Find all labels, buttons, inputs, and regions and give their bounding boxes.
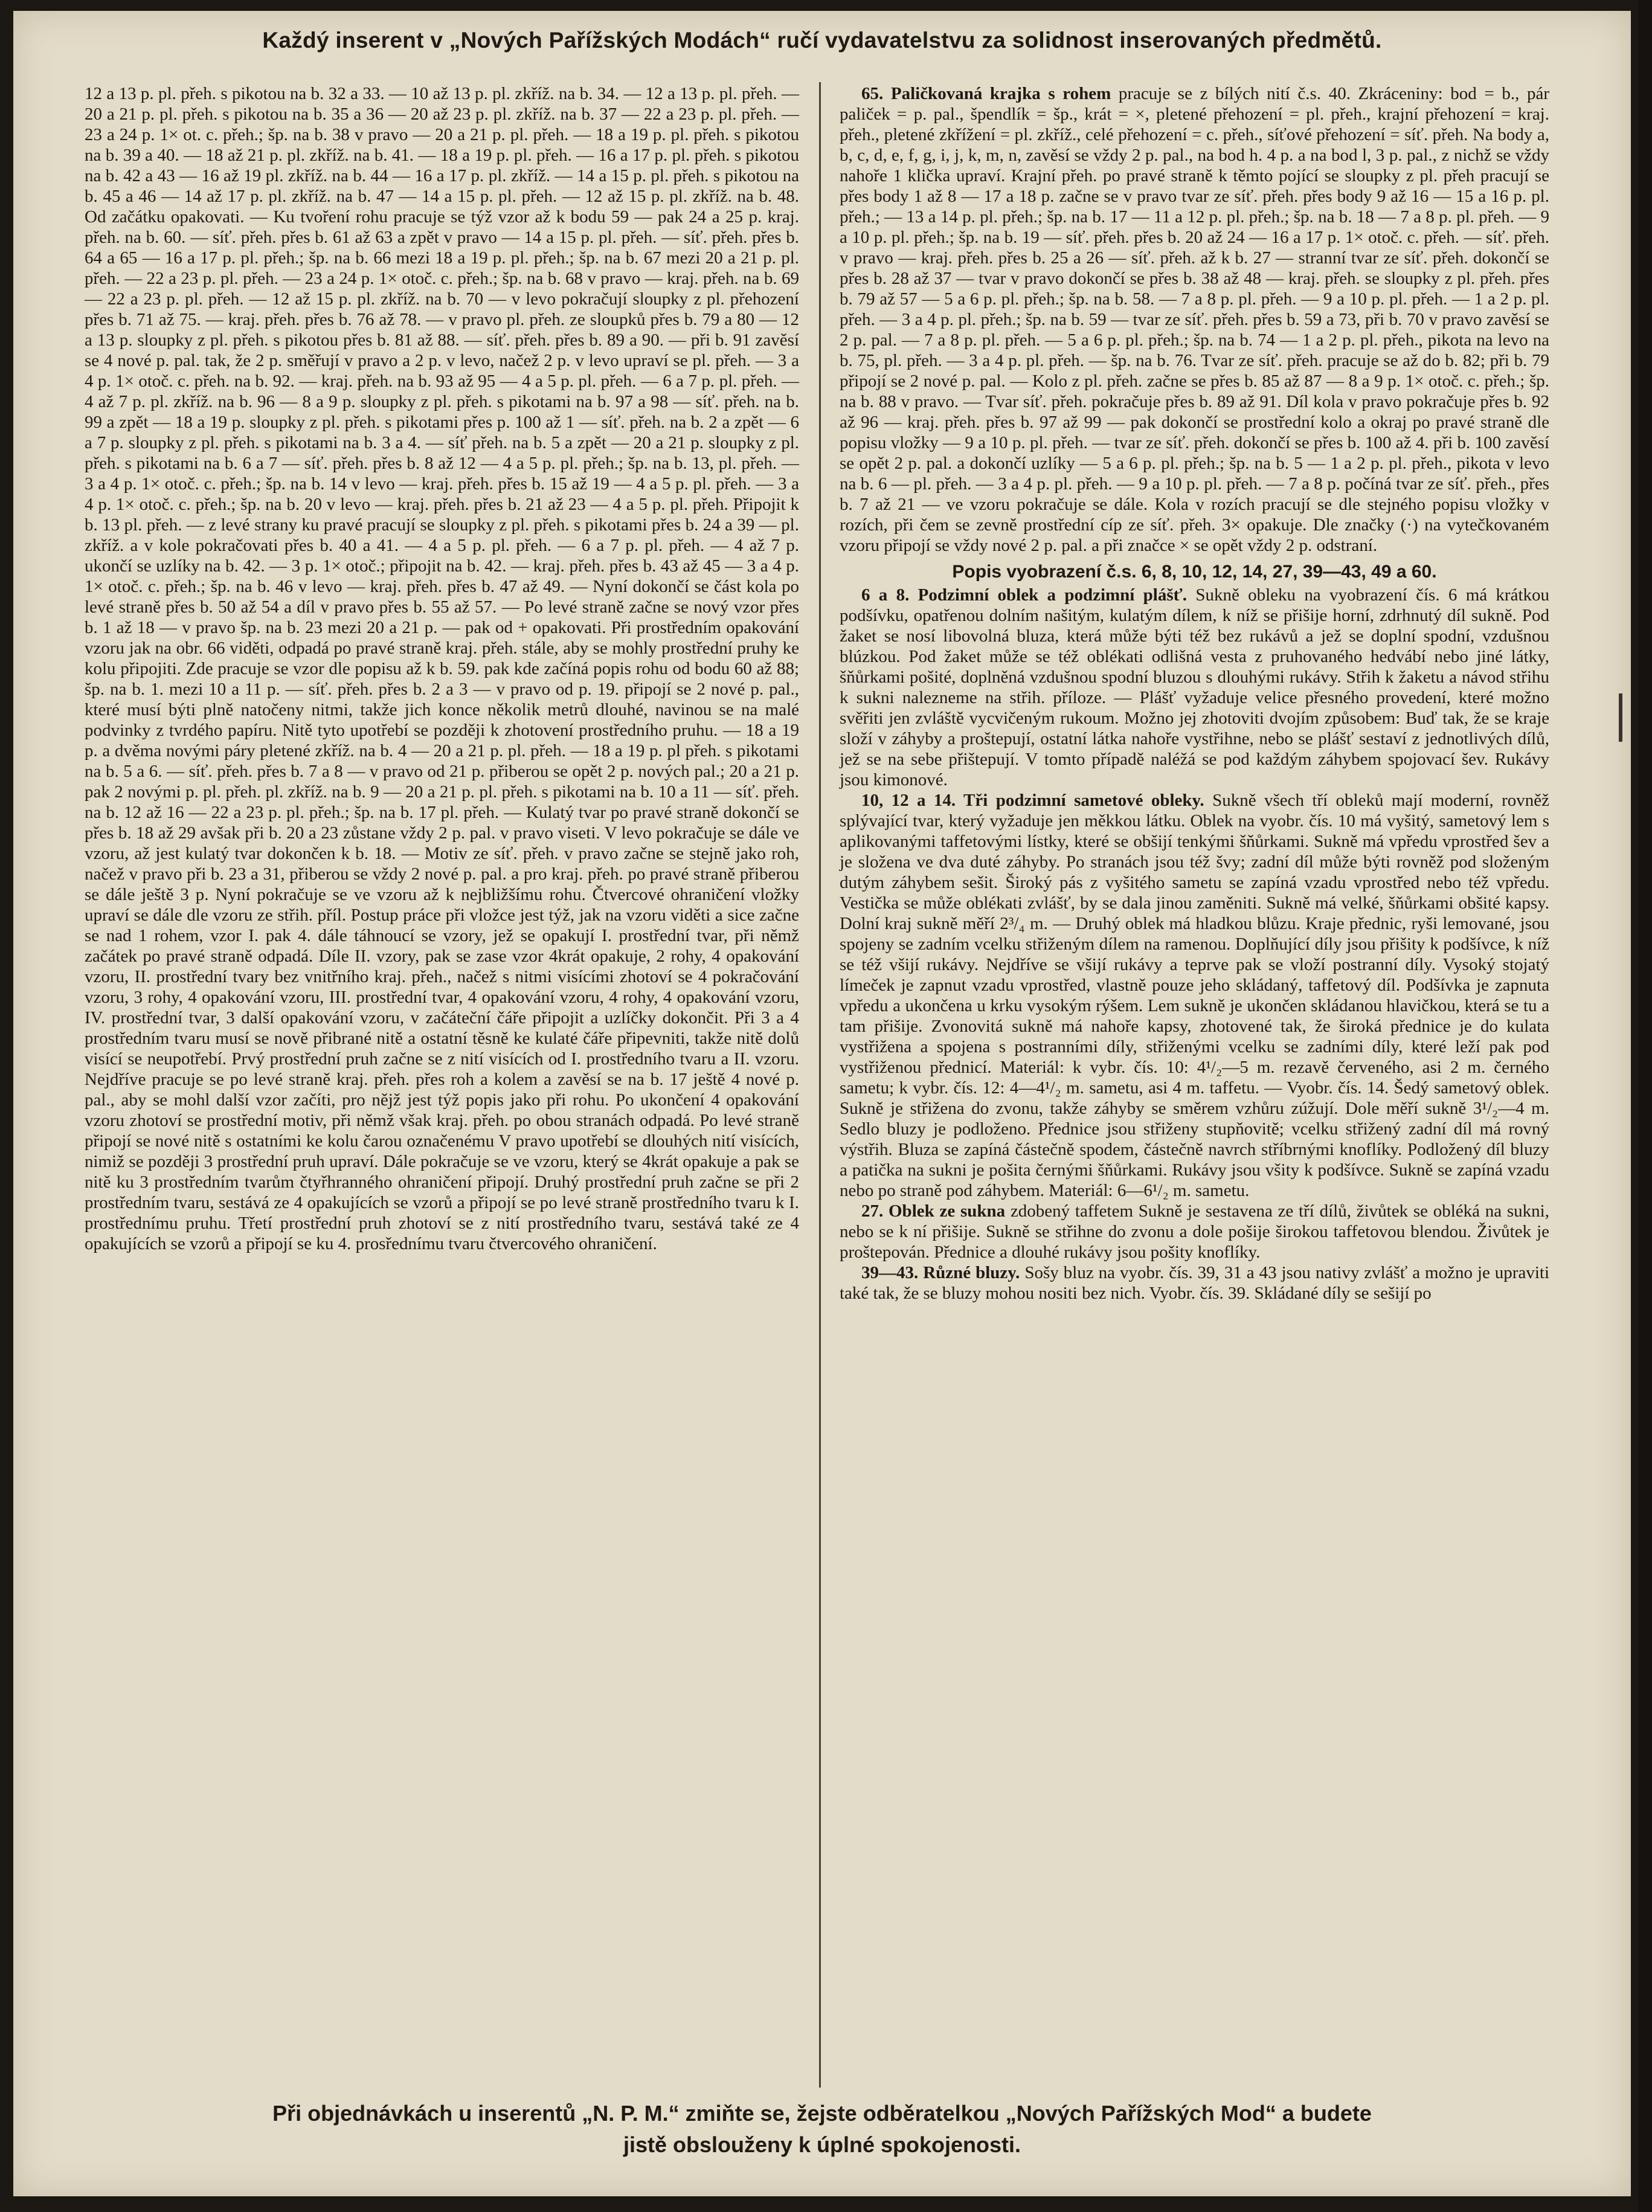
column-divider (819, 82, 821, 2088)
velvet-suits-title: 10, 12 a 14. Tři podzimní sametové obleky. (861, 791, 1204, 810)
lace-text: pracuje se z bílých nití č.s. 40. Zkráceniny: bod = b., pár paliček = p. pal., špendlík = šp., krát = ×, pletené přehození = pl. přeh., krajní přehození = kraj. přeh., pletené zkřížení = pl. zkříž., celé přehození = c. přeh., síťové přehození = síť. přeh. Na body a, b, c, d, e, f, g, i, j, k, m, n, zavěsí se vždy 2 p. pal., na bod h. 4 p. a na bod l, 3 p. pal., z nichž se vždy nahoře 1 klička upraví. Krajní přeh. po pravé straně k těmto pojící se sloupky z pl. přeh pracují se přes body 1 až 8 — 17 a 18 p. začne se v pravo tvar ze síť. přeh. přes body 9 až 16 — 15 a 16 p. pl. přeh.; — 13 a 14 p. pl. přeh.; šp. na b. 17 — 11 a 12 p. pl. přeh.; šp. na b. 18 — 7 a 8 p. pl. přeh. — 9 a 10 p. pl. přeh.; šp. na b. 19 — síť. přeh. přes b. 20 až 24 — 16 a 17 p. 1× otoč. c. přeh. — síť. přeh. v pravo — kraj. přeh. přes b. 25 a 26 — síť. přeh. až k b. 27 — stranní tvar ze síť. přeh. dokončí se přes b. 28 až 37 — tvar v pravo dokončí se přes b. 38 až 48 — kraj. přeh. se sloupky z pl. přeh. přes b. 79 až 57 — 5 a 6 p. pl. přeh.; šp. na b. 58. — 7 a 8 p. pl. přeh. — 9 a 10 p. pl. přeh. — 1 a 2 p. pl. přeh. — 3 a 4 p. pl. přeh.; šp. na b. 59 — tvar ze síť. přeh. přes b. 59 a 73, při b. 70 v pravo zavěsí se 2 p. pal. — 7 a 8 p. pl. přeh. — 5 a 6 p. pl. přeh.; šp. na b. 74 — 1 a 2 p. pl. přeh., pikota na levo na b. 75, pl. přeh. — 3 a 4 p. pl. přeh. — šp. na b. 76. Tvar ze síť. přeh. pracuje se až do b. 82; při b. 79 připojí se 2 nové p. pal. — Kolo z pl. přeh. začne se přes b. 85 až 87 — 8 a 9 p. 1× otoč. c. přeh.; šp. na b. 88 v pravo. — Tvar síť. přeh. pokračuje přes b. 89 až 91. Díl kola v pravo pokračuje přes b. 92 až 96 — kraj. přeh. přes b. 97 až 99 — pak dokončí se prostřední kolo a okraj po pravé straně dle popisu vložky — 9 a 10 p. pl. přeh. — tvar ze síť. přeh. dokončí se přes b. 100 až 4. při b. 100 zavěsí se opět 2 p. pal. a dokončí uzlíky — 5 a 6 p. pl. přeh.; šp. na b. 5 — 1 a 2 p. pl. přeh., pikota v levo na b. 6 — pl. přeh. — 3 a 4 p. pl. přeh. — 9 a 10 p. pl. přeh. — 7 a 8 p. počíná tvar ze síť. přeh., přes b. 7 až 21 — ve vzoru pokračuje se dále. Kola v rozích pracují se dle stejného popisu vložky v rozích, při čem se zevně prostřední cíp ze síť. přeh. 3× opakuje. Dle značky (·) na vytečkovaném vzoru připojí se vždy nové 2 p. pal. a při značce × se opět vždy 2 p. odstraní. (840, 84, 1549, 555)
cloth-suit-paragraph (840, 1201, 1549, 1262)
left-column-text: 12 a 13 p. pl. přeh. s pikotou na b. 32 a 33. — 10 až 13 p. pl. zkříž. na b. 34. — 12 a 13 p. pl. přeh. — 20 a 21 p. pl. přeh. s pikotou na b. 35 a 36 — 20 až 23 p. pl. zkříž. na b. 37 — 22 a 23 p. pl. přeh. — 23 a 24 p. 1× ot. c. přeh.; šp. na b. 38 v pravo — 20 a 21 p. pl. přeh. — 18 a 19 p. pl. přeh. s pikotou na b. 39 a 40. — 18 až 21 p. pl. zkříž. na b. 41. — 18 a 19 p. pl. přeh. — 16 a 17 p. pl. přeh. s pikotou na b. 42 a 43 — 16 až 19 pl. zkříž. na b. 44 — 16 a 17 p. pl. zkříž. — 14 a 15 p. pl. přeh. s pikotou na b. 45 a 46 — 14 až 17 p. pl. zkříž. na b. 47 — 14 a 15 p. pl. přeh. — 12 až 15 p. pl. zkříž. na b. 48. Od začátku opakovati. — Ku tvoření rohu pracuje se týž vzor až k bodu 59 — pak 24 a 25 p. kraj. přeh. na b. 60. — síť. přeh. přes b. 61 až 63 a zpět v pravo — 14 a 15 p. pl. přeh. — síť. přeh. přes b. 64 a 65 — 16 a 17 p. pl. přeh.; šp. na b. 66 mezi 18 a 19 p. pl. přeh.; šp. na b. 67 mezi 20 a 21 p. pl. přeh. — 22 a 23 p. pl. přeh. — 23 a 24 p. 1× otoč. c. přeh.; šp. na b. 68 v pravo — kraj. přeh. na b. 69 — 22 a 23 p. pl. přeh. — 12 až 15 p. pl. zkříž. na b. 70 — v levo pokračují sloupky z pl. přehození přes b. 71 až 75. — kraj. přeh. přes b. 76 až 78. — v pravo pl. přeh. ze sloupků přes b. 79 a 80 — 12 a 13 p. sloupky z pl. přeh. s pikotou přes b. 81 až 88. — síť. přeh. přes b. 89 a 90. — při b. 91 zavěsí se 4 nové p. pal. tak, že 2 p. směřují v pravo a 2 p. v levo, načež 2 p. v levo upraví se pl. přeh. — 3 a 4 p. 1× otoč. c. přeh. na b. 92. — kraj. přeh. na b. 93 až 95 — 4 a 5 p. pl. přeh. — 6 a 7 p. pl. přeh. — 4 až 7 p. pl. zkříž. na b. 96 — 8 a 9 p. sloupky z pl. přeh. s pikotami na b. 97 a 98 — síť. přeh. na b. 99 a zpět — 18 a 19 p. sloupky z pl. přeh. s pikotami přes p. 100 až 1 — síť. přeh. na b. 2 a zpět — 6 a 7 p. sloupky z pl. přeh. s pikotami na b. 3 a 4. — síť přeh. na b. 5 a zpět — 20 a 21 p. sloupky z pl. přeh. s pikotami na b. 6 a 7 — síť. přeh. přes b. 8 až 12 — 4 a 5 p. pl. přeh.; šp. na b. 13, pl. přeh. — 3 a 4 p. 1× otoč. c. přeh.; šp. na b. 14 v levo — kraj. přeh. přes b. 15 až 19 — 4 a 5 p. pl. přeh. — 3 a 4 p. 1× otoč. c. přeh.; šp. na b. 20 v levo — kraj. přeh. přes b. 21 až 23 — 4 a 5 p. pl. přeh. Připojit k b. 13 pl. přeh. — z levé strany ku pravé pracují se sloupky z pl. přeh. s pikotami přes b. 24 a 39 — pl. zkříž. a v kole pokračovati přes b. 40 a 41. — 4 a 5 p. pl. přeh. — 6 a 7 p. pl. přeh. — 4 až 7 p. ukončí se uzlíky na b. 42. — 3 p. 1× otoč.; připojit na b. 42. — kraj. přeh. přes b. 43 až 45 — 3 a 4 p. 1× otoč. c. přeh.; šp. na b. 46 v levo — kraj. přeh. přes b. 47 až 49. — Nyní dokončí se část kola po levé straně přes b. 50 až 54 a díl v pravo přes b. 55 až 57. — Po levé straně začne se nový vzor přes b. 1 až 18 — v pravo šp. na b. 23 mezi 20 a 21 p. — pak od + opakovati. Při prostředním opakování vzoru jak na obr. 66 viděti, odpadá po pravé straně kraj. přeh. stále, aby se mohly prostřední pruhy ke kolu připojiti. Zde pracuje se vzor dle popisu až k b. 59. pak kde začíná popis rohu od bodu 60 až 88; šp. na b. 1. mezi 10 a 11 p. — síť. přeh. přes b. 2 a 3 — v pravo od p. 19. připojí se 2 nové p. pal., které musí býti plně natočeny nitmi, takže jich konce několik metrů dlouhé, navinou se na malé podvinky z tvrdého papíru. Nitě tyto upotřebí se později k zhotovení prostředního pruhu. — 18 a 19 p. a dvěma novými páry pletené zkříž. na b. 4 — 20 a 21 p. pl. přeh. — 18 a 19 p. pl přeh. s pikotami na b. 5 a 6. — síť. přeh. přes b. 7 a 8 — v pravo od 21 p. přiberou se opět 2 p. nových pal.; 20 a 21 p. pak 2 novými p. pl. přeh. pl. zkříž. na b. 9 — 20 a 21 p. pl. přeh. s pikotami na b. 10 a 11 — síť. přeh. na b. 12 až 16 — 22 a 23 p. pl. přeh.; šp. na b. 17 pl. přeh. — Kulatý tvar po pravé straně dokončí se přes b. 18 až 29 avšak při b. 20 a 23 zůstane vždy 2 p. pal. v pravo viseti. V levo pokračuje se dále ve vzoru, až jest kulatý tvar dokončen k b. 18. — Motiv ze síť. přeh. v pravo začne se stejně jako roh, načež v pravo při b. 23 a 31, přiberou se vždy 2 nové p. pal. a pro kraj. přeh. po pravé straně přiberou se dále ještě 3 p. Nyní pokračuje se ve vzoru až k nejbližšímu rohu. Čtvercové ohraničení vložky upraví se dále dle vzoru ze střih. příl. Postup práce při vložce jest týž, jak na vzoru viděti a sice začne se nad 1 rohem, vzor I. pak 4. dále táhnoucí se vzory, jež se opakují I. prostřední tvar, při němž začátek po pravé straně odpadá. Díle II. vzory, pak se zase vzor 4krát opakuje, 2 rohy, 4 opakování vzoru, II. prostřední tvary bez vnitřního kraj. přeh., načež s nitmi visícími zhotoví se 4 pokračování vzoru, 3 rohy, 4 opakování vzoru, III. prostřední tvar, 4 opakování vzoru, 4 rohy, 4 opakování vzoru, IV. prostřední tvar, 3 další opakování vzoru, v začáteční čáře připojit a uzlíčky dokončit. Při 3 a 4 prostředním tvaru musí se nově přibrané nitě a ostatní těsně ke kulaté čáře připevniti, takže nitě dolů visící se neupotřebí. Prvý prostřední pruh začne se z nití visících od I. prostředního tvaru a II. vzoru. Nejdříve pracuje se po levé straně kraj. přeh. přes roh a kolem a zavěsí se na b. 17 ještě 4 nové p. pal., aby se mohl další vzor začíti, pro nějž jest týž popis jako při rohu. Po ukončení 4 opakování vzoru zhotoví se prostřední motiv, při němž však kraj. přeh. po obou stranách odpadá. Po levé straně připojí se nové nitě s ostatními ke kolu čarou označenému V pravo upotřebí se dlouhých nití visících, nimiž se později 3 prostřední pruh upraví. Dále pokračuje se ve vzoru, který se 4krát opakuje a pak se nitě ku 3 prostředním tvarům čtyřhranného ohraničení připojí. Druhý prostřední pruh začne se při 2 prostředním tvaru, sestává ze 4 opakujících se vzorů a připojí se po levé straně prostředního tvaru k I. prostřednímu pruhu. Třetí prostřední pruh zhotoví se z nití prostředního tvaru, sestává také ze 4 opakujících se vzorů a připojí se ku 4. prosřednímu tvaru čtvercového ohraničení. (85, 84, 799, 1253)
lace-title: 65. Paličkovaná krajka s rohem (861, 84, 1111, 103)
footer-line-1: Při objednávkách u inserentů „N. P. M.“ zmiňte se, žejste odběratelkou „Nových Pařížských Mod“ a budete (272, 2101, 1372, 2126)
cloth-suit-title: 27. Oblek ze sukna (861, 1201, 1006, 1221)
blouses-text: Sošy bluz na vyobr. čís. 39, 31 a 43 jsou nativy zvlášť a možno je upraviti také tak, že se bluzy mohou nositi bez nich. Vyobr. čís. 39. Skládané díly se sešijí po (840, 1263, 1550, 1303)
autumn-suit-text: Sukně obleku na vyobrazení čís. 6 má krátkou podšívku, opatřenou dolním našitým, kulatým dílem, k níž se přišije horní, zdrhnutý díl sukně. Pod žaket se nosí libovolná bluza, která může býti též bez rukávů a jež se doplní spodní, vzdušnou blúzkou. Pod žaket může se též oblékati odlišná vesta z pruhovaného hedvábí nebo jiné látky, šňůrkami pošité, doplněná vzdušnou spodní bluzou s dlouhými rukávy. Střih k žaketu a návod střihu k sukni nalezneme na střih. příloze. — Plášť vyžaduje velice přesného provedení, které možno svěřiti jen zvláště vycvičeným rukoum. Možno jej zhotoviti dvojím způsobem: Buď tak, že se kraje složí v záhyby a proštepují, ostatní látka nahoře vystřihne, nebo se plášť sestaví z jednotlivých dílů, jež se na sebe přištepují. V tomto případě naléžá se pod každým záhybem spojovací šev. Rukávy jsou kimonové. (840, 585, 1550, 789)
left-column (85, 83, 799, 1254)
velvet-suits-text: Sukně všech tří obleků mají moderní, rovněž splývající tvar, který vyžaduje jen měkkou látku. Oblek na vyobr. čís. 10 má vyšitý, sametový lem s aplikovanými taffetovými lístky, které se obšijí tenkými šňůrkami. Sukně má vpředu vprostřed šev a je složena ve dva duté záhyby. Po stranách jsou též švy; zadní díl může býti rovněž pod složeným dutým záhybem sešit. Široký pás z vyšitého sametu se zapíná vzadu vprostřed nebo též vpředu. Vestička se může oblékati zvlášť, by se dala jinou zaměniti. Sukně má velké, šňůrkami obšité kapsy. Dolní kraj sukně měří 2³/₄ m. — Druhý oblek má hladkou blůzu. Kraje přednic, ryši lemované, jsou spojeny se zadním vcelku střiženým dílem na ramenou. Doplňující díly jsou přišity k podšívce, k níž se též všijí rukávy. Nejdříve se všijí rukávy a teprve pak se vloží postranní díly. Vysoký stojatý límeček je zapnut vzadu vprostřed, vlastně pouze jeho skládaný, taffetový díl. Podšívka je zapnuta vpředu a ukončena u krku vysokým rýšem. Lem sukně je ukončen skládanou hlavičkou, která se tu a tam přišije. Zvonovitá sukně má nahoře kapsy, zhotovené tak, že široká přednice je do kulata vystřižena a spojena s postranními díly, střiženými vcelku se zadními díly, které leží pak pod vystřiženou přednicí. Materiál: k vybr. čís. 10: 4¹/₂—5 m. rezavě červeného, asi 2 m. černého sametu; k vybr. čís. 12: 4—4¹/₂ m. sametu, asi 4 m. taffetu. — Vyobr. čís. 14. Šedý sametový oblek. Sukně je střižena do zvonu, takže záhyby se směrem vzhůru zúžují. Dole měří sukně 3¹/₂—4 m. Sedlo bluzy je podloženo. Přednice jsou střiženy stupňovitě; vcelku střižený zadní díl má rovný výstřih. Bluza se zapíná částečně spodem, částečně navrch stříbrnými knoflíky. Podložený díl bluzy a patička na sukni je pošita černými šňůrkami. Rukávy jsou všity k podšívce. Sukně se zapíná vzadu nebo po straně pod záhybem. Materiál: 6—6¹/₂ m. sametu. (840, 791, 1549, 1200)
page-footer (13, 2098, 1631, 2161)
autumn-suit-paragraph (840, 585, 1549, 790)
cloth-suit-text: zdobený taffetem Sukně je sestavena ze tří dílů, živůtek se obléká na sukni, nebo se k ní přišije. Sukně se střihne do zvonu a dole pošije širokou taffetovou blendou. Živůtek je proštepován. Přednice a dlouhé rukávy jsou pošity knoflíky. (840, 1201, 1549, 1262)
footer-line-2: jistě obslouženy k úplné spokojenosti. (623, 2132, 1021, 2157)
blouses-paragraph (840, 1262, 1549, 1304)
margin-mark (1619, 693, 1622, 742)
autumn-suit-title: 6 a 8. Podzimní oblek a podzimní plášť. (861, 585, 1187, 605)
magazine-page (13, 11, 1631, 2196)
blouses-title: 39—43. Různé bluzy. (861, 1263, 1020, 1282)
lace-paragraph (840, 83, 1549, 556)
right-column (840, 83, 1549, 1304)
page-header: Každý inserent v „Nových Pařížských Modách“ ručí vydavatelstvu za solidnost inserovaných předmětů. (262, 28, 1382, 53)
section-title: Popis vyobrazení č.s. 6, 8, 10, 12, 14, 27, 39—43, 49 a 60. (952, 562, 1437, 582)
scan-edge (1639, 0, 1652, 2212)
velvet-suits-paragraph (840, 790, 1549, 1201)
